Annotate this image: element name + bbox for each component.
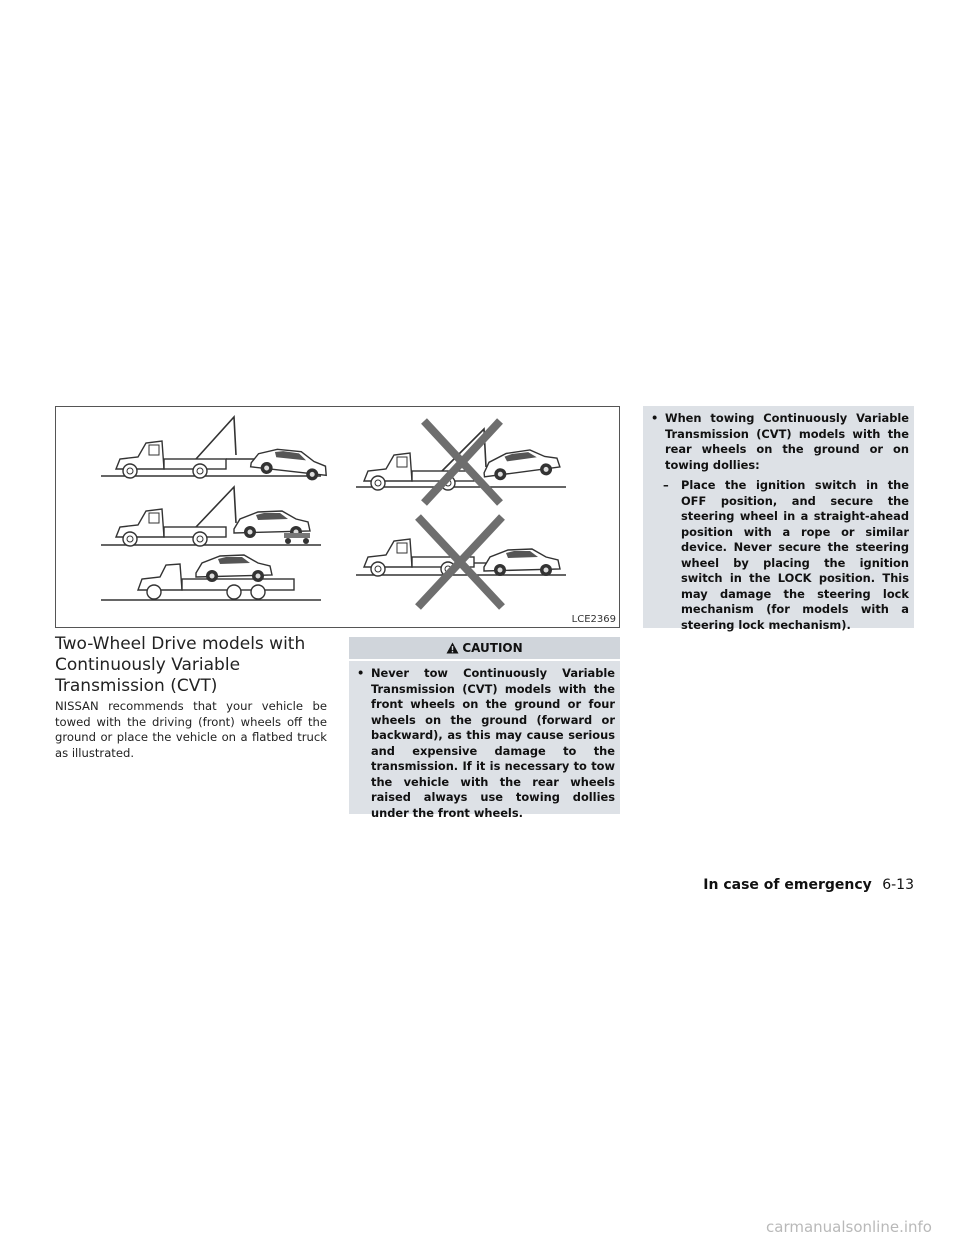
caution-box [349,637,620,820]
caution-heading [349,637,620,661]
towing-illustration [55,406,620,628]
instruction-item-text: When towing Continuously Variable Transmission (CVT) models with the rear wheels on the ground or on towing dollies: [665,411,909,472]
incorrect-tow-four-wheels [356,517,566,607]
section-body: NISSAN recommends that your vehicle be towed with the driving (front) wheels off the ground or place the vehicle on a flatbed truck as illustrated. [55,699,327,760]
warning-icon [446,642,459,654]
caution-item [357,666,615,821]
figure-code: LCE2369 [571,614,616,625]
page-number: 6-13 [882,877,914,893]
tow-truck-dollies [101,487,321,546]
towing-diagram [56,407,621,629]
tow-truck-wheel-lift [101,417,329,482]
bullet-mark: • [357,666,365,680]
section-title: Two-Wheel Drive models with Continuously Variable Transmission (CVT) [55,634,306,696]
watermark: carmanualsonline.info [766,1218,932,1236]
instruction-item [651,411,909,473]
page-footer [703,877,914,893]
incorrect-tow-rear-lift [356,421,566,503]
caution-label: CAUTION [462,641,523,655]
dash-mark: – [663,478,669,492]
instruction-sub-item-text: Place the ignition switch in the OFF position, and secure the steering wheel in a straight-ahead position with a rope or similar device. Never secure the steering wheel by placing the ignition switch in the LOCK position. This may damage the steering lock mechanism (for models with a steering lock mechanism). [681,478,909,632]
flatbed-truck [101,555,321,600]
chapter-name: In case of emergency [703,877,872,893]
towing-instructions-box [643,406,914,632]
caution-item-text: Never tow Continuously Variable Transmission (CVT) models with the front wheels on the ground or four wheels on the ground (forward or backward), as this may cause serious and expensive damage to the transmission. If it is necessary to tow the vehicle with the rear wheels raised always use towing dollies under the front wheels. [371,666,615,820]
instruction-sub-item [651,478,909,633]
bullet-mark: • [651,411,659,425]
